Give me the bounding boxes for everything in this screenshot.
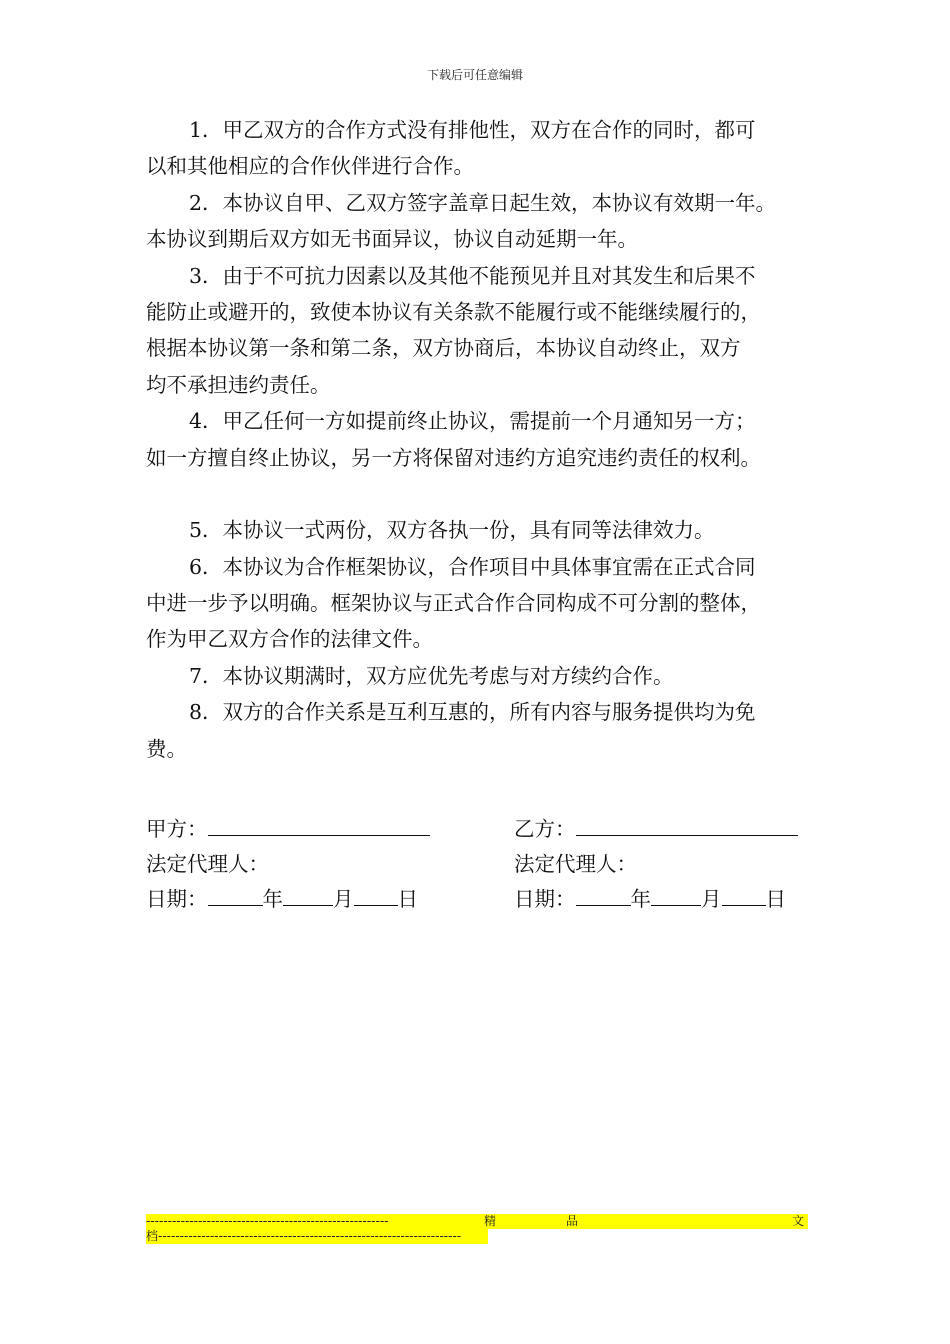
clause-6-line-1: 6．本协议为合作框架协议，合作项目中具体事宜需在正式合同 (189, 554, 756, 579)
clause-6-line-3: 作为甲乙双方合作的法律文件。 (146, 627, 433, 652)
agreement-body (146, 112, 814, 767)
clause-7-line-1: 7．本协议期满时，双方应优先考虑与对方续约合作。 (189, 663, 674, 688)
party-a-rep-label: 法定代理人： (146, 852, 269, 876)
party-b-day-blank (722, 883, 766, 906)
clause-3-line-1: 3．由于不可抗力因素以及其他不能预见并且对其发生和后果不 (189, 263, 756, 288)
party-b-rep-row (514, 847, 798, 882)
party-a-row (146, 812, 430, 847)
party-a-day-label: 日 (397, 887, 418, 911)
footer-word-1: 精 (484, 1214, 497, 1228)
party-b-date-row (514, 882, 798, 917)
party-a-day-blank (354, 883, 398, 906)
clause-1-line-2: 以和其他相应的合作伙伴进行合作。 (146, 154, 474, 179)
clause-6-line-2: 中进一步予以明确。框架协议与正式合作合同构成不可分割的整体， (146, 591, 761, 616)
footer-row-1 (146, 1214, 808, 1229)
party-b-label: 乙方： (514, 817, 576, 841)
clause-3-line-2: 能防止或避开的，致使本协议有关条款不能履行或不能继续履行的， (146, 299, 761, 324)
party-b-row (514, 812, 798, 847)
clause-2-line-2: 本协议到期后双方如无书面异议，协议自动延期一年。 (146, 227, 638, 252)
footer-word-3: 文 (792, 1214, 805, 1228)
party-b-year-blank (576, 883, 631, 906)
party-a-rep-row (146, 847, 430, 882)
party-b-date-label: 日期： (514, 887, 576, 911)
footer-dashes-1: -------------------------------------------------------- (146, 1214, 389, 1228)
party-a-year-label: 年 (262, 887, 283, 911)
footer-word-4: 档 (146, 1229, 159, 1243)
party-b-rep-label: 法定代理人： (514, 852, 637, 876)
clause-8-line-2: 费。 (146, 736, 187, 761)
clause-4-line-1: 4．甲乙任何一方如提前终止协议，需提前一个月通知另一方； (189, 409, 756, 434)
party-a-date-row (146, 882, 430, 917)
party-a-label: 甲方： (146, 817, 208, 841)
party-a-year-blank (208, 883, 263, 906)
party-a-date-label: 日期： (146, 887, 208, 911)
clause-3-line-3: 根据本协议第一条和第二条，双方协商后，本协议自动终止，双方 (146, 336, 741, 361)
party-b-year-label: 年 (630, 887, 651, 911)
clause-4-line-2: 如一方擅自终止协议，另一方将保留对违约方追究违约责任的权利。 (146, 445, 761, 470)
clause-8-line-1: 8．双方的合作关系是互利互惠的，所有内容与服务提供均为免 (189, 700, 756, 725)
footer-watermark (146, 1214, 808, 1244)
clause-3-line-4: 均不承担违约责任。 (146, 372, 331, 397)
clause-5-line-1: 5．本协议一式两份，双方各执一份，具有同等法律效力。 (189, 518, 715, 543)
paragraph-spacer (146, 476, 814, 512)
party-b-signature-line (576, 813, 798, 836)
clause-1-line-1: 1．甲乙双方的合作方式没有排他性，双方在合作的同时，都可 (189, 118, 756, 142)
footer-dashes-2: ---------------------------------------------------------------------- (158, 1229, 462, 1243)
clause-2-line-1: 2．本协议自甲、乙双方签字盖章日起生效，本协议有效期一年。 (189, 190, 777, 215)
footer-word-2: 品 (566, 1214, 579, 1228)
party-b-month-blank (651, 883, 701, 906)
footer-row-2 (146, 1229, 488, 1244)
party-b-month-label: 月 (701, 887, 722, 911)
signature-block-party-a (146, 812, 430, 917)
header-note: 下载后可任意编辑 (426, 68, 523, 82)
signature-block-party-b (514, 812, 798, 917)
party-a-signature-line (208, 813, 430, 836)
party-a-month-label: 月 (333, 887, 354, 911)
party-b-day-label: 日 (765, 887, 786, 911)
party-a-month-blank (283, 883, 333, 906)
